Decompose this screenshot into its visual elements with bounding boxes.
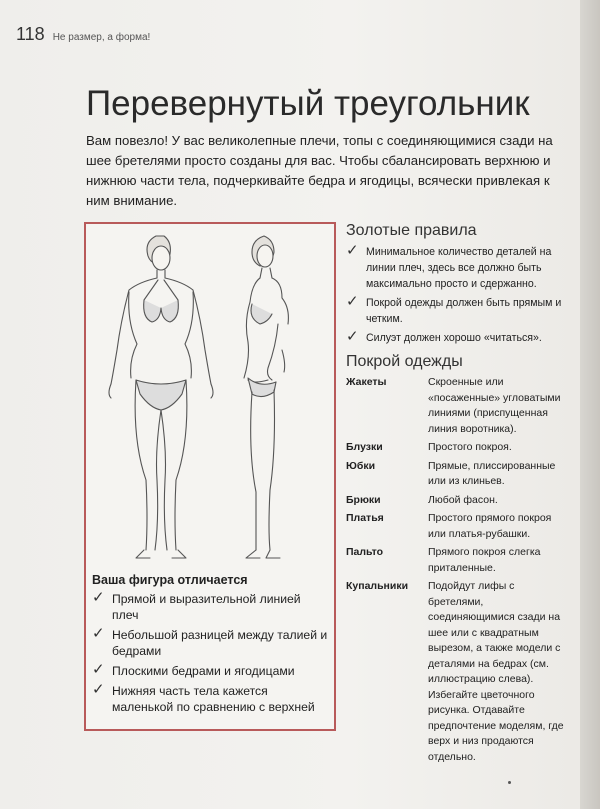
list-item: ✓ Нижняя часть тела кажется маленькой по сравнению с верхней [92, 681, 315, 714]
body-shape-illustration [92, 230, 328, 568]
page-number: 118 [16, 24, 45, 44]
table-row [346, 375, 568, 440]
garment-name: Юбки [346, 459, 376, 472]
figure-illustration-box [84, 222, 336, 731]
garment-desc: Простого покроя. [428, 441, 512, 453]
page-header [16, 24, 150, 45]
front-figure [109, 236, 213, 558]
list-item: ✓ Минимальное количество деталей на линии плеч, здесь все должно быть максимально просто и сдержанно. [346, 242, 552, 290]
garment-name: Купальники [346, 580, 409, 592]
check-icon: ✓ [92, 625, 105, 642]
list-item: ✓ Прямой и выразительной линией плеч [92, 589, 301, 622]
table-row [346, 579, 568, 768]
garment-desc: Простого прямого покроя или платья-рубашки. [428, 512, 552, 540]
check-icon: ✓ [92, 661, 105, 678]
check-icon: ✓ [92, 681, 105, 698]
book-spine-edge [580, 0, 600, 809]
list-item: ✓ Покрой одежды должен быть прямым и четким. [346, 293, 562, 325]
check-icon: ✓ [346, 293, 359, 310]
garment-name: Пальто [346, 546, 384, 558]
garment-name: Жакеты [346, 376, 387, 388]
garment-name: Брюки [346, 493, 381, 506]
page-dot [508, 781, 511, 784]
check-icon: ✓ [92, 589, 105, 606]
intro-paragraph: Вам повезло! У вас великолепные плечи, топы с соединяющимися сзади на шее бретелями просто созданы для вас. Чтобы сбалансировать верхнюю и нижнюю части тела, подчеркивайте бедра и ягодицы, всячески привлекая к ним внимание. [86, 133, 553, 208]
table-row [346, 440, 568, 459]
table-row [346, 545, 568, 579]
figure-traits-title: Ваша фигура отличается [92, 573, 248, 587]
garment-desc: Любой фасон. [428, 493, 498, 506]
garment-desc: Прямого покроя слегка приталенные. [428, 546, 541, 574]
table-row [346, 493, 568, 512]
page-title: Перевернутый треугольник [86, 84, 530, 123]
side-figure [244, 236, 288, 558]
list-item: ✓ Плоскими бедрами и ягодицами [92, 661, 295, 678]
garment-desc: Подойдут лифы с бретелями, соединяющимися сзади на шее или с квадратным вырезом, а также модели с деталями на бедрах (см. иллюстрацию слева). Избегайте цветочного рисунка. Отдавайте предпочтение моделям, где верх и низ продаются отдельно. [428, 580, 564, 763]
clothing-cut [346, 353, 568, 768]
golden-rules [346, 222, 568, 349]
clothing-cut-title: Покрой одежды [346, 353, 463, 370]
table-row [346, 459, 568, 493]
garment-desc: Прямые, плиссированные или из клиньев. [428, 459, 556, 487]
garment-name: Блузки [346, 441, 383, 453]
clothing-cut-table [346, 375, 568, 768]
table-row [346, 511, 568, 545]
list-item: ✓ Силуэт должен хорошо «читаться». [346, 328, 542, 345]
golden-rules-title: Золотые правила [346, 222, 477, 239]
check-icon: ✓ [346, 328, 359, 345]
garment-desc: Скроенные или «посаженные» угловатыми линиями (приспущенная линия воротника). [428, 376, 561, 435]
check-icon: ✓ [346, 242, 359, 259]
garment-name: Платья [346, 512, 384, 524]
figure-traits [92, 573, 330, 719]
list-item: ✓ Небольшой разницей между талией и бедрами [92, 625, 328, 658]
running-title: Не размер, а форма! [52, 32, 151, 43]
